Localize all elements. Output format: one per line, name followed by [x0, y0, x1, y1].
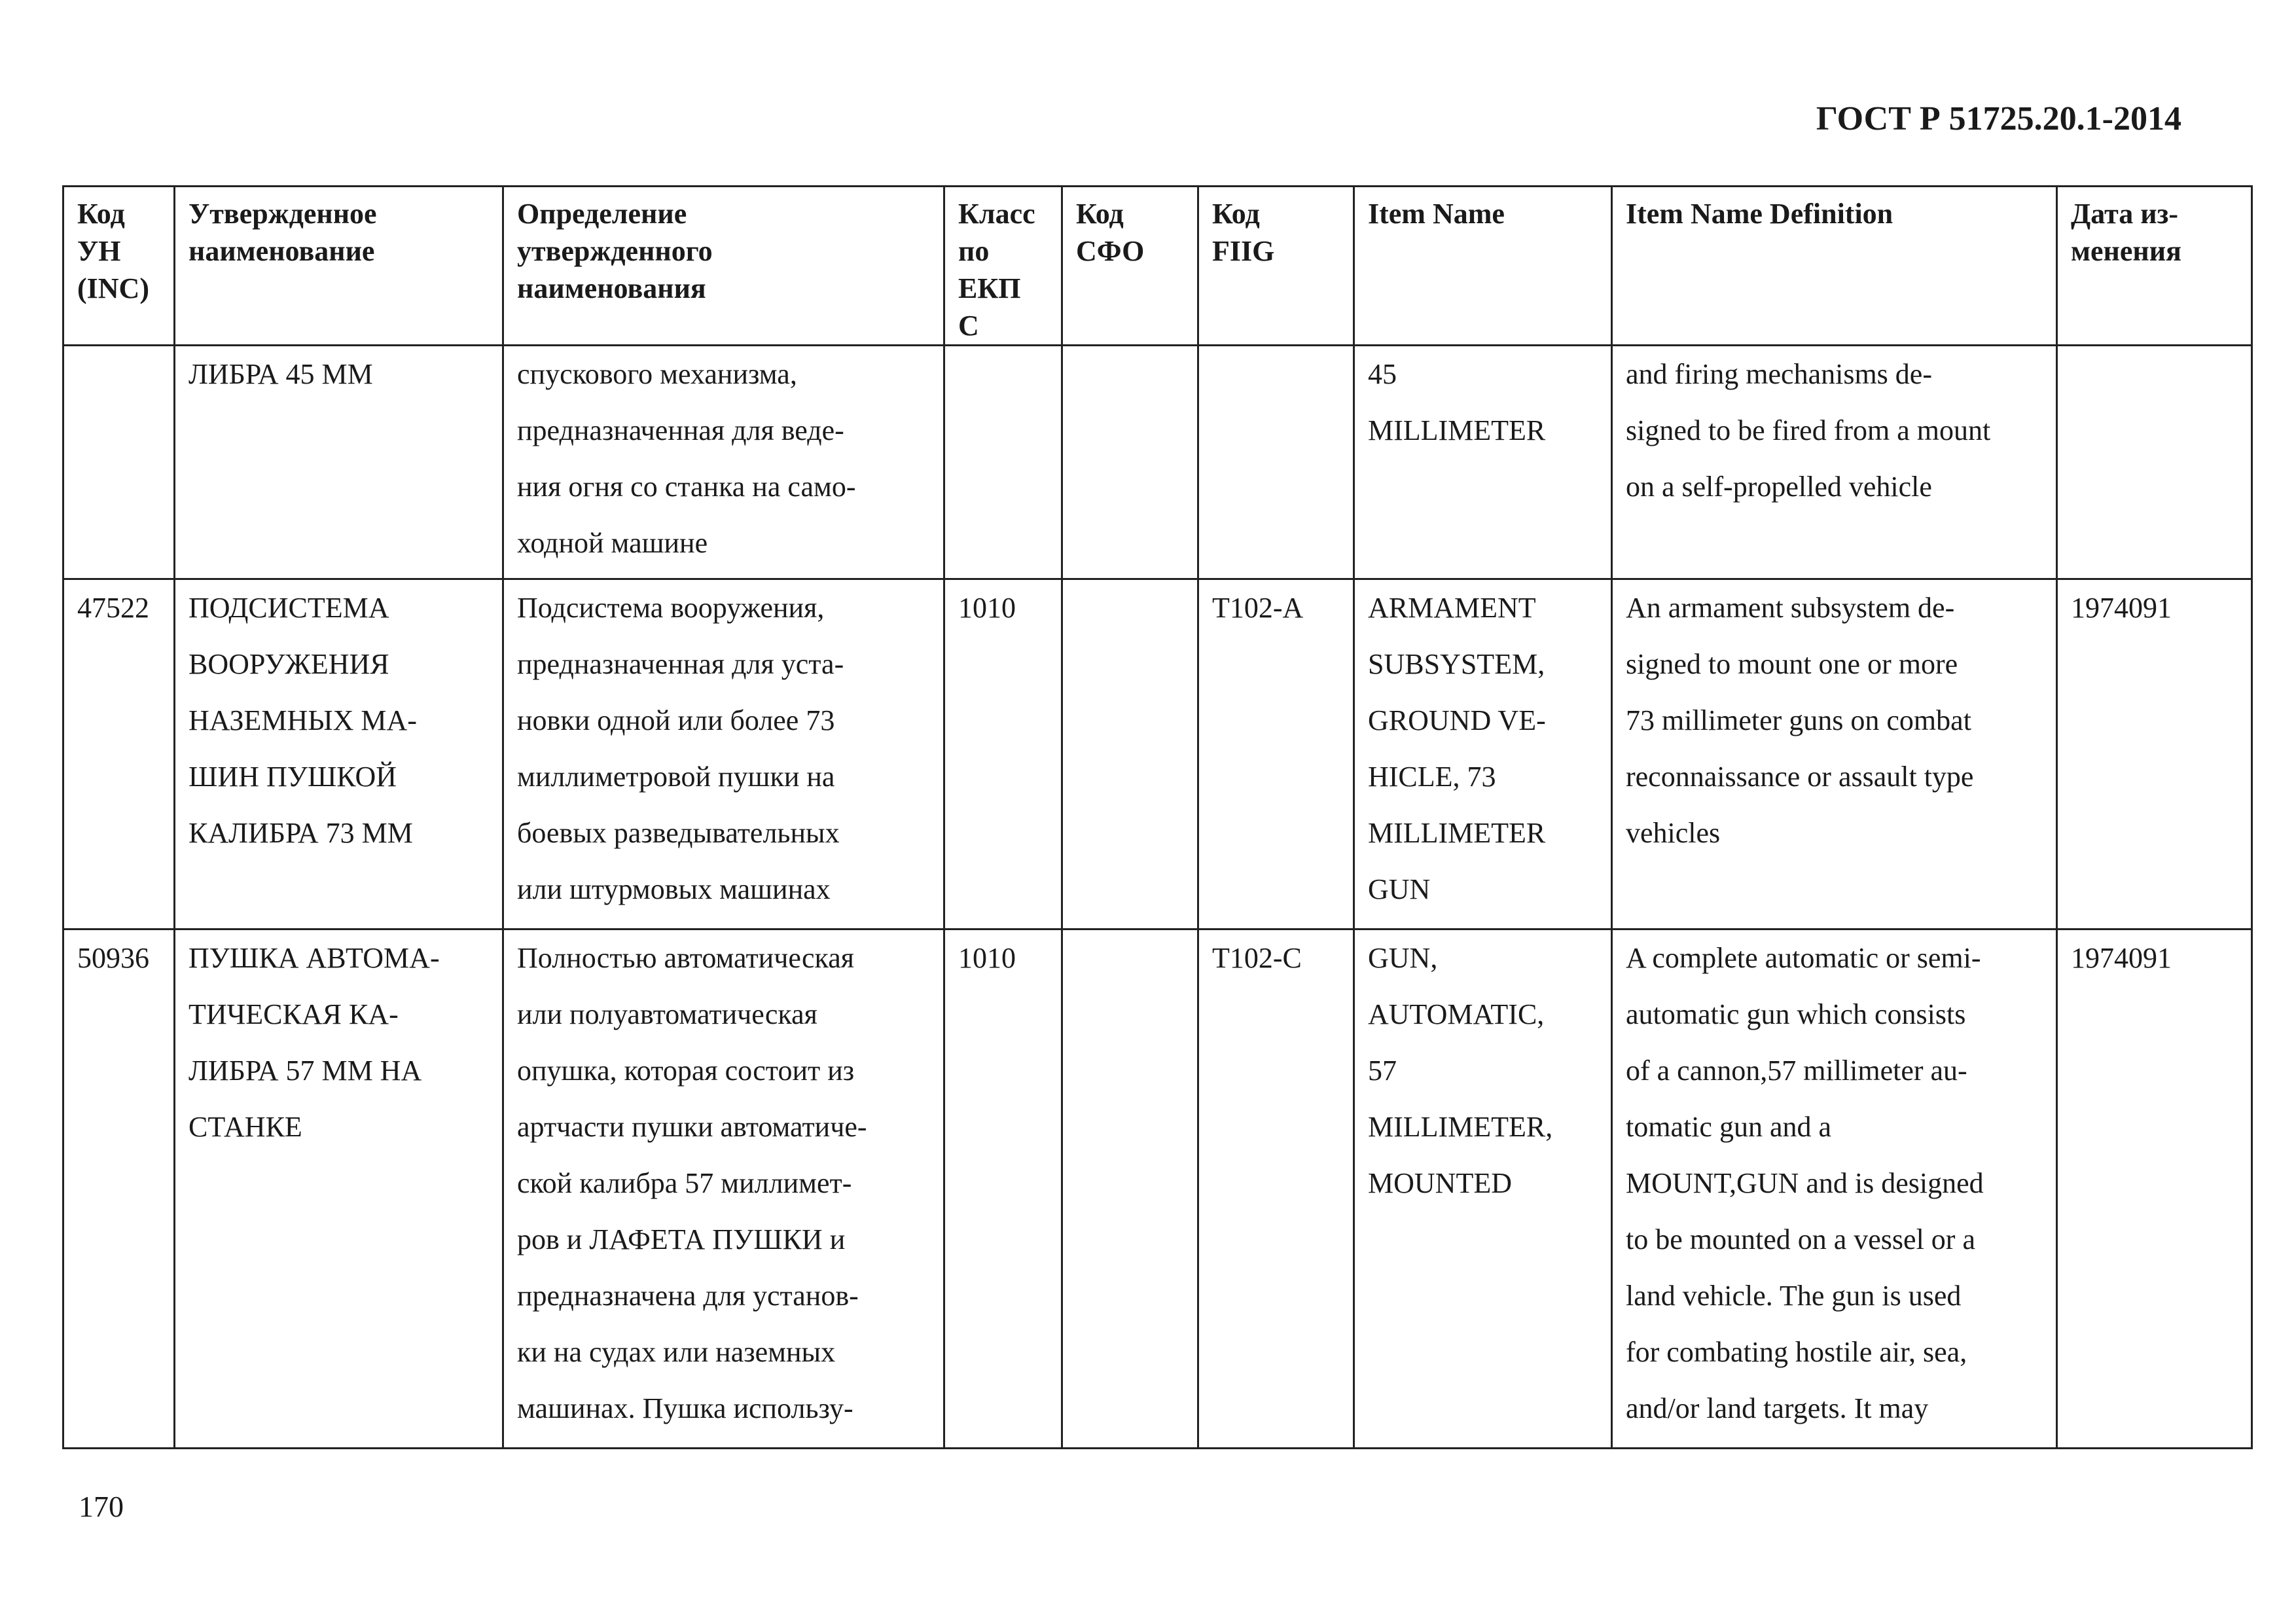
cell-line: 57: [1368, 1055, 1397, 1087]
cell-line: signed to mount one or more: [1626, 648, 1958, 680]
cell-class: [944, 346, 1062, 579]
header-item-name: [1354, 187, 1612, 346]
cell-item-name: [1354, 579, 1612, 929]
cell-line: Item Name Definition: [1626, 198, 1893, 230]
cell-line: новки одной или более 73: [517, 704, 835, 736]
cell-line: GROUND VE-: [1368, 704, 1546, 736]
document-code: ГОСТ Р 51725.20.1-2014: [1816, 100, 2181, 137]
cell-line: 73 millimeter guns on combat: [1626, 704, 1971, 736]
cell-line: ния огня со станка на само-: [517, 471, 856, 503]
header-class: [944, 187, 1062, 346]
cell-line: 1010: [958, 592, 1016, 624]
cell-line: опушка, которая состоит из: [517, 1055, 855, 1087]
cell-sfo: [1062, 929, 1198, 1449]
cell-sfo: [1062, 346, 1198, 579]
cell-class: [944, 579, 1062, 929]
cell-line: ТИЧЕСКАЯ КА-: [188, 998, 399, 1030]
cell-inc: [63, 929, 175, 1449]
cell-line: ров и ЛАФЕТА ПУШКИ и: [517, 1223, 846, 1255]
cell-line: Класс: [958, 198, 1035, 230]
cell-line: GUN,: [1368, 942, 1438, 974]
cell-line: боевых разведывательных: [517, 817, 840, 849]
cell-line: ПУШКА АВТОМА-: [188, 942, 440, 974]
cell-line: to be mounted on a vessel or a: [1626, 1223, 1975, 1255]
cell-item-name: [1354, 346, 1612, 579]
header-definition: [503, 187, 944, 346]
cell-line: спускового механизма,: [517, 358, 797, 390]
header-sfo: [1062, 187, 1198, 346]
cell-line: ШИН ПУШКОЙ: [188, 761, 397, 793]
cell-line: land vehicle. The gun is used: [1626, 1280, 1962, 1312]
cell-line: Подсистема вооружения,: [517, 592, 825, 624]
cell-line: T102-C: [1212, 942, 1302, 974]
header-date: [2057, 187, 2252, 346]
cell-line: MOUNT,GUN and is designed: [1626, 1167, 1984, 1199]
cell-item-definition: [1612, 579, 2057, 929]
cell-line: T102-A: [1212, 592, 1304, 624]
cell-item-definition: [1612, 346, 2057, 579]
cell-line: Полностью автоматическая: [517, 942, 854, 974]
cell-line: СФО: [1076, 235, 1145, 267]
cell-line: УН: [77, 235, 121, 267]
cell-line: and/or land targets. It may: [1626, 1392, 1929, 1424]
cell-line: ЛИБРА 45 ММ: [188, 358, 373, 390]
cell-line: Утвержденное: [188, 198, 377, 230]
cell-line: ходной машине: [517, 527, 708, 559]
cell-line: Код: [1076, 198, 1124, 230]
cell-line: ЛИБРА 57 ММ НА: [188, 1055, 422, 1087]
cell-line: КАЛИБРА 73 ММ: [188, 817, 413, 849]
cell-line: HICLE, 73: [1368, 761, 1496, 793]
header-inc: [63, 187, 175, 346]
cell-line: on a self-propelled vehicle: [1626, 471, 1932, 503]
cell-line: предназначенная для веде-: [517, 414, 844, 446]
cell-line: Код: [1212, 198, 1260, 230]
cell-fiig: [1198, 346, 1354, 579]
cell-class: [944, 929, 1062, 1449]
cell-line: vehicles: [1626, 817, 1721, 849]
cell-line: MILLIMETER: [1368, 414, 1546, 446]
cell-line: менения: [2071, 235, 2181, 267]
cell-approved-name: [175, 346, 503, 579]
cell-line: GUN: [1368, 873, 1431, 905]
cell-line: 1010: [958, 942, 1016, 974]
cell-inc: [63, 346, 175, 579]
cell-fiig: [1198, 579, 1354, 929]
cell-line: наименования: [517, 272, 706, 304]
cell-date: [2057, 579, 2252, 929]
cell-line: ПОДСИСТЕМА: [188, 592, 389, 624]
cell-definition: [503, 579, 944, 929]
cell-line: предназначена для установ-: [517, 1280, 859, 1312]
cell-line: миллиметровой пушки на: [517, 761, 835, 793]
cell-line: Определение: [517, 198, 687, 230]
cell-line: MILLIMETER: [1368, 817, 1546, 849]
cell-line: машинах. Пушка использу-: [517, 1392, 853, 1424]
cell-line: ской калибра 57 миллимет-: [517, 1167, 852, 1199]
cell-date: [2057, 929, 2252, 1449]
cell-line: наименование: [188, 235, 375, 267]
cell-line: MILLIMETER,: [1368, 1111, 1553, 1143]
cell-line: по: [958, 235, 990, 267]
cell-inc: [63, 579, 175, 929]
cell-definition: [503, 346, 944, 579]
cell-sfo: [1062, 579, 1198, 929]
cell-item-name: [1354, 929, 1612, 1449]
cell-line: или полуавтоматическая: [517, 998, 817, 1030]
cell-line: An armament subsystem de-: [1626, 592, 1955, 624]
cell-line: signed to be fired from a mount: [1626, 414, 1991, 446]
cell-line: MOUNTED: [1368, 1167, 1512, 1199]
cell-approved-name: [175, 929, 503, 1449]
header-fiig: [1198, 187, 1354, 346]
cell-line: reconnaissance or assault type: [1626, 761, 1974, 793]
cell-line: артчасти пушки автоматиче-: [517, 1111, 867, 1143]
cell-line: AUTOMATIC,: [1368, 998, 1545, 1030]
cell-line: ки на судах или наземных: [517, 1336, 836, 1368]
page-number: 170: [79, 1490, 124, 1523]
cell-line: Item Name: [1368, 198, 1505, 230]
cell-line: 45: [1368, 358, 1397, 390]
cell-line: SUBSYSTEM,: [1368, 648, 1545, 680]
cell-line: 1974091: [2071, 942, 2172, 974]
cell-line: С: [958, 310, 979, 342]
cell-line: СТАНКЕ: [188, 1111, 302, 1143]
header-approved-name: [175, 187, 503, 346]
cell-line: ВООРУЖЕНИЯ: [188, 648, 389, 680]
item-name-table: [62, 185, 2253, 1449]
cell-line: ЕКП: [958, 272, 1021, 304]
cell-line: НАЗЕМНЫХ МА-: [188, 704, 417, 736]
cell-line: (INC): [77, 272, 149, 304]
cell-date: [2057, 346, 2252, 579]
cell-line: Код: [77, 198, 125, 230]
cell-line: automatic gun which consists: [1626, 998, 1966, 1030]
cell-line: или штурмовых машинах: [517, 873, 831, 905]
cell-line: утвержденного: [517, 235, 713, 267]
cell-line: for combating hostile air, sea,: [1626, 1336, 1967, 1368]
table-row: [63, 346, 2252, 579]
cell-item-definition: [1612, 929, 2057, 1449]
cell-line: Дата из-: [2071, 198, 2178, 230]
cell-line: of a cannon,57 millimeter au-: [1626, 1055, 1967, 1087]
cell-line: A complete automatic or semi-: [1626, 942, 1981, 974]
cell-fiig: [1198, 929, 1354, 1449]
cell-approved-name: [175, 579, 503, 929]
table-header-row: [63, 187, 2252, 346]
cell-line: 50936: [77, 942, 149, 974]
cell-line: tomatic gun and a: [1626, 1111, 1832, 1143]
cell-line: предназначенная для уста-: [517, 648, 844, 680]
cell-line: 1974091: [2071, 592, 2172, 624]
cell-line: FIIG: [1212, 235, 1275, 267]
cell-line: and firing mechanisms de-: [1626, 358, 1932, 390]
cell-definition: [503, 929, 944, 1449]
cell-line: 47522: [77, 592, 149, 624]
table-row: [63, 579, 2252, 929]
table-row: [63, 929, 2252, 1449]
header-item-definition: [1612, 187, 2057, 346]
cell-line: ARMAMENT: [1368, 592, 1536, 624]
